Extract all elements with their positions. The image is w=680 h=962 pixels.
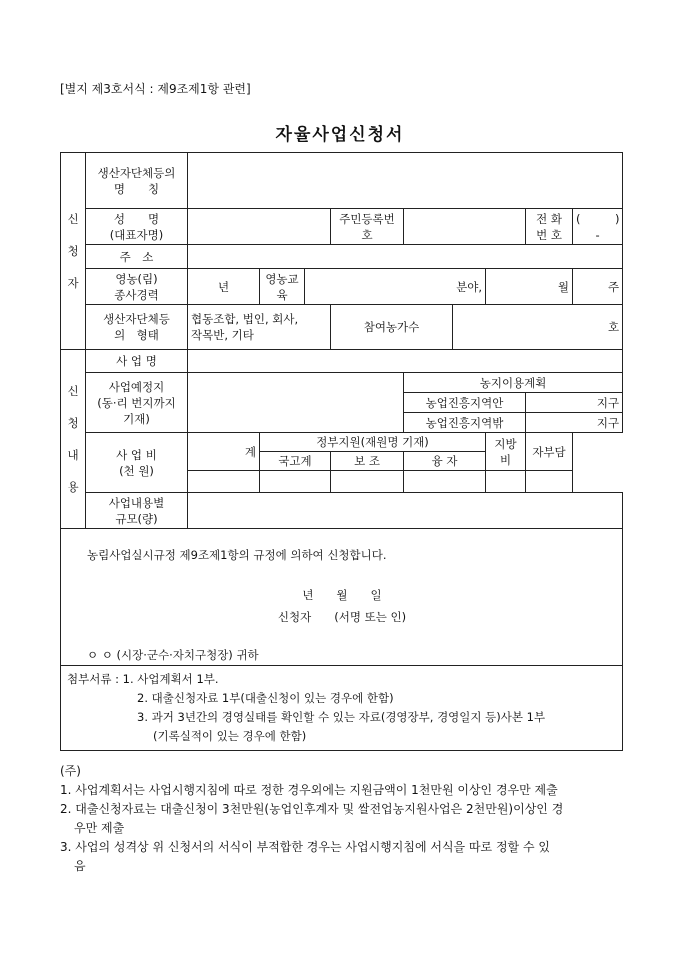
attachments-box (61, 666, 623, 751)
attachment-line-4: (기록실적이 있는 경우에 한함) (153, 729, 307, 743)
phone-field[interactable]: ( ) - (573, 209, 623, 245)
group-name-label: 생산자단체등의 명 칭 (86, 153, 188, 209)
households-label: 참여농가수 (331, 305, 453, 350)
notes-heading: (주) (60, 764, 81, 778)
farming-career-label: 영농(림) 종사경력 (86, 269, 188, 305)
note-item-continued: 음 (74, 859, 86, 873)
education-field-area[interactable]: 분야, (305, 269, 486, 305)
self-funds-field[interactable] (526, 471, 573, 493)
rep-name-label: 성 명 (대표자명) (86, 209, 188, 245)
project-location-field[interactable] (188, 373, 404, 433)
cost-total-label: 계 (188, 433, 260, 471)
phone-label: 전 화 번 호 (526, 209, 573, 245)
subsidy-label: 보 조 (331, 452, 404, 471)
zone-inside-field[interactable]: 지구 (526, 393, 623, 413)
organization-form-options[interactable]: 협동조합, 법인, 회사, 작목반, 기타 (188, 305, 331, 350)
zone-inside-label: 농업진흥지역안 (404, 393, 526, 413)
rrn-label: 주민등록번호 (331, 209, 404, 245)
self-funds-label: 자부담 (526, 433, 573, 471)
application-statement: 농림사업실시규정 제9조제1항의 규정에 의하여 신청합니다. (87, 548, 387, 562)
zone-outside-field[interactable]: 지구 (526, 413, 623, 433)
recipient-line: ㅇ ㅇ (시장·군수·자치구청장) 귀하 (87, 648, 259, 662)
organization-form-label: 생산자단체등 의 형태 (86, 305, 188, 350)
education-months-field[interactable]: 월 (486, 269, 573, 305)
rep-name-field[interactable] (188, 209, 331, 245)
local-funds-label: 지방비 (486, 433, 526, 471)
project-location-label: 사업예정지 (동·리 번지까지 기재) (86, 373, 188, 433)
national-total-field[interactable] (260, 471, 331, 493)
applicant-signature[interactable]: 신청자 (서명 또는 인) (277, 610, 407, 624)
notes-section (60, 762, 626, 876)
address-field[interactable] (188, 245, 623, 269)
local-funds-field[interactable] (486, 471, 526, 493)
application-date[interactable]: 년 월 일 (302, 588, 382, 602)
households-field[interactable]: 호 (453, 305, 623, 350)
project-name-field[interactable] (188, 350, 623, 373)
application-statement-box (61, 529, 623, 666)
project-name-label: 사 업 명 (86, 350, 188, 373)
subsidy-field[interactable] (331, 471, 404, 493)
application-form-table (60, 152, 623, 751)
loan-label: 융 자 (404, 452, 486, 471)
applicant-section-label: 신 청 자 (61, 153, 86, 350)
land-use-plan-label: 농지이용계획 (404, 373, 623, 393)
attachment-line-1: 첨부서류 : 1. 사업계획서 1부. (67, 672, 219, 686)
education-label: 영농교육 (260, 269, 305, 305)
note-item: 2. 대출신청자료는 대출신청이 3천만원(농업인후계자 및 쌀전업농지원사업은 2천만원)이상인 경 (60, 802, 564, 816)
project-scale-field[interactable] (188, 493, 623, 529)
gov-support-label: 정부지원(재원명 기재) (260, 433, 486, 452)
career-years-field[interactable]: 년 (188, 269, 260, 305)
national-total-label: 국고계 (260, 452, 331, 471)
zone-outside-label: 농업진흥지역밖 (404, 413, 526, 433)
education-weeks-field[interactable]: 주 (573, 269, 623, 305)
content-section-label: 신 청 내 용 (61, 350, 86, 529)
loan-field[interactable] (404, 471, 486, 493)
rrn-field[interactable] (404, 209, 526, 245)
page-title: 자율사업신청서 (275, 125, 405, 145)
project-cost-label: 사 업 비 (천 원) (86, 433, 188, 493)
note-item: 1. 사업계획서는 사업시행지침에 따로 정한 경우외에는 지원금액이 1천만원 이상인 경우만 제출 (60, 783, 558, 797)
attachment-line-2: 2. 대출신청자료 1부(대출신청이 있는 경우에 한함) (137, 691, 394, 705)
form-reference-note: [별지 제3호서식 : 제9조제1항 관련] (60, 82, 251, 96)
note-item: 3. 사업의 성격상 위 신청서의 서식이 부적합한 경우는 사업시행지침에 서식을 따로 정할 수 있 (60, 840, 550, 854)
attachment-line-3: 3. 과거 3년간의 경영실태를 확인할 수 있는 자료(경영장부, 경영일지 등)사본 1부 (137, 710, 546, 724)
address-label: 주 소 (86, 245, 188, 269)
project-scale-label: 사업내용별 규모(량) (86, 493, 188, 529)
cost-total-field[interactable] (188, 471, 260, 493)
group-name-field[interactable] (188, 153, 623, 209)
note-item-continued: 우만 제출 (74, 821, 125, 835)
